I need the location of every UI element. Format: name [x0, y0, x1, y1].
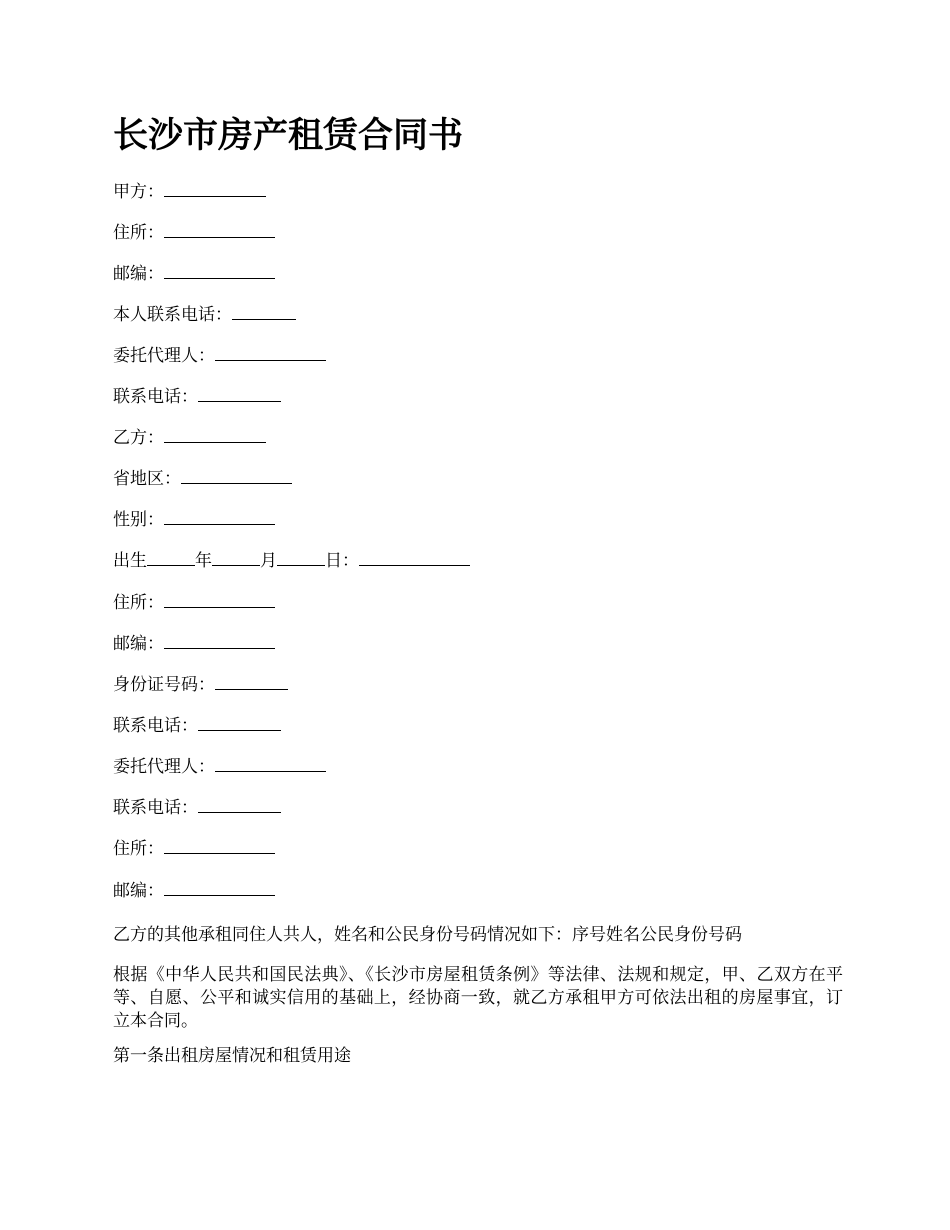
- party-b-agent-postcode-field: [113, 880, 275, 902]
- party-b-phone-label: 联系电话：: [113, 716, 198, 736]
- birth-month-blank: [212, 550, 260, 566]
- party-b-label: 乙方：: [113, 428, 164, 448]
- birth-day-blank: [277, 550, 325, 566]
- party-b-agent-phone-field: [113, 797, 281, 819]
- party-a-field: [113, 181, 266, 203]
- birth-year-label: 年: [195, 551, 212, 571]
- party-b-address-field: [113, 592, 275, 614]
- birth-prefix-label: 出生: [113, 551, 147, 571]
- party-b-agent-address-label: 住所：: [113, 839, 164, 859]
- party-b-region-label: 省地区：: [113, 469, 181, 489]
- birth-year-blank: [147, 550, 195, 566]
- party-b-agent-postcode-label: 邮编：: [113, 881, 164, 901]
- party-a-address-blank: [164, 222, 275, 238]
- party-b-field: [113, 427, 266, 449]
- party-b-agent-field: [113, 756, 326, 778]
- party-a-label: 甲方：: [113, 182, 164, 202]
- party-a-phone-blank: [232, 304, 296, 320]
- page-title: 长沙市房产租赁合同书: [113, 115, 464, 156]
- party-a-agent-blank: [215, 345, 326, 361]
- party-a-postcode-blank: [164, 263, 275, 279]
- party-b-birth-field: [113, 550, 470, 572]
- party-b-postcode-label: 邮编：: [113, 634, 164, 654]
- party-b-postcode-field: [113, 633, 275, 655]
- party-a-phone-label: 本人联系电话：: [113, 305, 232, 325]
- preamble-paragraph: 根据《中华人民共和国民法典》、《长沙市房屋租赁条例》等法律、法规和规定，甲、乙双方在平等、自愿、公平和诚实信用的基础上，经协商一致，就乙方承租甲方可依法出租的房屋事宜，订立本合同。: [113, 965, 843, 1031]
- cotenants-paragraph: 乙方的其他承租同住人共人，姓名和公民身份号码情况如下：序号姓名公民身份号码: [113, 925, 742, 945]
- party-b-gender-blank: [164, 509, 275, 525]
- party-b-agent-address-field: [113, 838, 275, 860]
- birth-day-label: 日：: [325, 551, 359, 571]
- party-b-agent-label: 委托代理人：: [113, 757, 215, 777]
- party-a-address-field: [113, 222, 275, 244]
- party-b-gender-label: 性别：: [113, 510, 164, 530]
- party-a-agent-field: [113, 345, 326, 367]
- party-b-address-blank: [164, 592, 275, 608]
- party-b-agent-phone-label: 联系电话：: [113, 798, 198, 818]
- party-b-id-label: 身份证号码：: [113, 675, 215, 695]
- party-b-postcode-blank: [164, 633, 275, 649]
- birth-extra-blank: [359, 550, 470, 566]
- party-b-blank: [164, 427, 266, 443]
- party-b-gender-field: [113, 509, 275, 531]
- party-a-agent-phone-blank: [198, 386, 281, 402]
- party-b-agent-phone-blank: [198, 797, 281, 813]
- party-a-phone-field: [113, 304, 296, 326]
- party-b-agent-blank: [215, 756, 326, 772]
- party-a-agent-phone-label: 联系电话：: [113, 387, 198, 407]
- party-b-region-blank: [181, 468, 292, 484]
- article-1-heading: 第一条出租房屋情况和租赁用途: [113, 1046, 351, 1066]
- party-b-agent-address-blank: [164, 838, 275, 854]
- party-b-agent-postcode-blank: [164, 880, 275, 896]
- party-a-agent-phone-field: [113, 386, 281, 408]
- party-a-address-label: 住所：: [113, 223, 164, 243]
- party-a-blank: [164, 181, 266, 197]
- party-b-region-field: [113, 468, 292, 490]
- party-b-address-label: 住所：: [113, 593, 164, 613]
- party-b-id-field: [113, 674, 288, 696]
- party-a-postcode-field: [113, 263, 275, 285]
- party-a-postcode-label: 邮编：: [113, 264, 164, 284]
- party-b-id-blank: [215, 674, 288, 690]
- party-b-phone-blank: [198, 715, 281, 731]
- party-b-phone-field: [113, 715, 281, 737]
- party-a-agent-label: 委托代理人：: [113, 346, 215, 366]
- birth-month-label: 月: [260, 551, 277, 571]
